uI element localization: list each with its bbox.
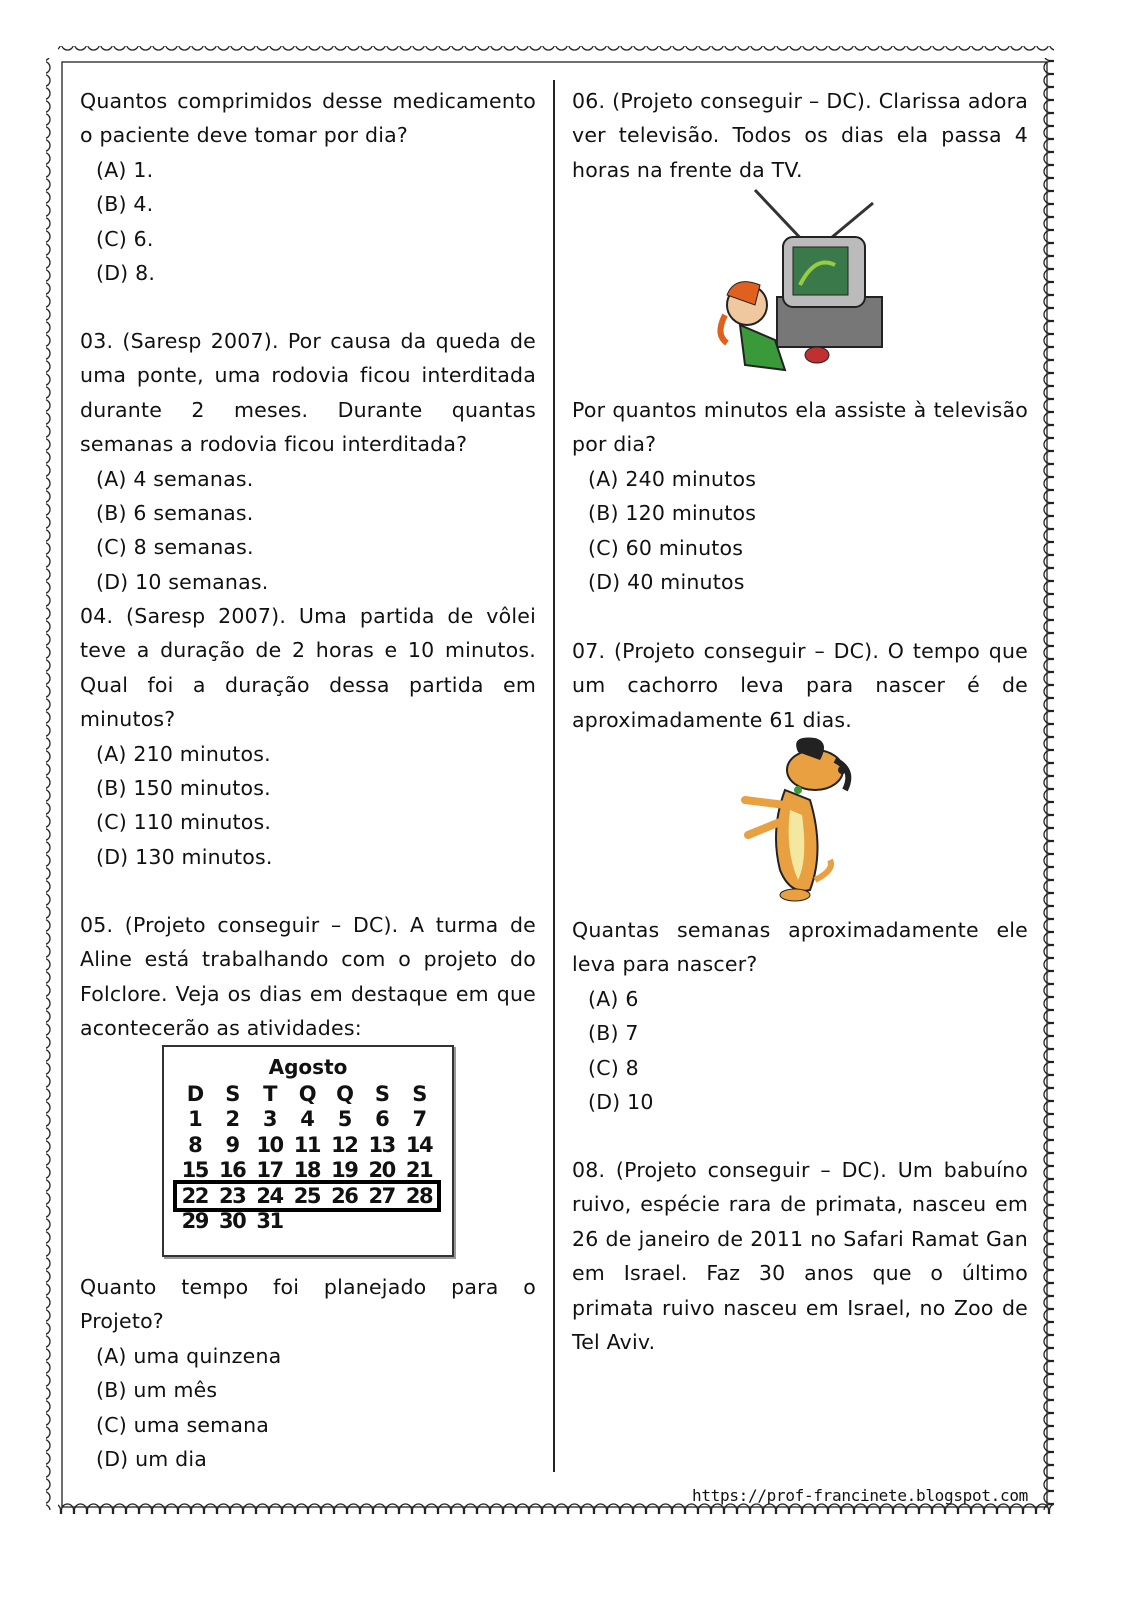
calendar-day: 22 <box>181 1183 208 1208</box>
calendar-day: 9 <box>225 1132 239 1157</box>
calendar-day: 31 <box>256 1209 283 1234</box>
option-d: (D) 130 minutos. <box>96 844 273 869</box>
question-text: 06. (Projeto conseguir – DC). Clarissa adora ver televisão. Todos os dias ela passa 4 horas na frente da TV. <box>572 89 1028 182</box>
option-d: (D) 8. <box>96 261 156 286</box>
weekday: Q <box>298 1081 316 1106</box>
calendar-week <box>176 1158 438 1184</box>
question-text: 05. (Projeto conseguir – DC). A turma de Aline está trabalhando com o projeto do Folclore. Veja os dias em destaque em que acontecerão as atividades: <box>80 913 536 1041</box>
question-05 <box>80 908 536 1046</box>
option-c: (C) 8 <box>588 1055 639 1080</box>
option-a: (A) 6 <box>588 986 639 1011</box>
calendar-day: 6 <box>375 1107 389 1132</box>
calendar-day: 8 <box>188 1132 202 1157</box>
calendar-day: 5 <box>337 1107 351 1132</box>
calendar-day: 10 <box>256 1132 283 1157</box>
calendar-day: 16 <box>218 1158 246 1183</box>
calendar-day: 15 <box>181 1158 208 1183</box>
question-06-prompt <box>572 393 1028 599</box>
option-b: (B) 7 <box>588 1021 639 1046</box>
option-a: (A) uma quinzena <box>96 1343 282 1368</box>
option-c: (C) 110 minutos. <box>96 810 272 835</box>
calendar-day: 18 <box>293 1158 320 1183</box>
calendar-day: 29 <box>181 1209 208 1234</box>
calendar-week <box>176 1132 438 1158</box>
question-08 <box>572 1153 1028 1359</box>
calendar-august <box>162 1045 454 1257</box>
question-06 <box>572 84 1028 187</box>
calendar-day: 1 <box>188 1107 202 1132</box>
option-d: (D) 40 minutos <box>588 570 745 595</box>
question-text: Por quantos minutos ela assiste à televisão por dia? <box>572 398 1028 457</box>
option-d: (D) 10 <box>588 1090 654 1115</box>
question-text: 07. (Projeto conseguir – DC). O tempo que um cachorro leva para nascer é de aproximadamente 61 dias. <box>572 639 1028 732</box>
calendar-day: 12 <box>331 1132 358 1157</box>
option-c: (C) uma semana <box>96 1412 270 1437</box>
option-b: (B) um mês <box>96 1378 218 1403</box>
question-text: Quanto tempo foi planejado para o Projeto? <box>80 1275 536 1334</box>
calendar-day: 21 <box>405 1158 433 1183</box>
option-a: (A) 1. <box>96 157 154 182</box>
option-c: (C) 60 minutos <box>588 535 744 560</box>
option-a: (A) 210 minutos. <box>96 741 271 766</box>
calendar-day: 4 <box>300 1107 314 1132</box>
weekday: S <box>374 1081 389 1106</box>
calendar-day: 28 <box>405 1183 433 1208</box>
weekday: S <box>225 1081 239 1106</box>
question-text: 04. (Saresp 2007). Uma partida de vôlei teve a duração de 2 horas e 10 minutos. Qual foi a duração dessa partida em minutos? <box>80 604 536 732</box>
calendar-day: 2 <box>225 1107 239 1132</box>
option-c: (C) 8 semanas. <box>96 535 254 560</box>
question-text: Quantos comprimidos desse medicamento o paciente deve tomar por dia? <box>80 89 536 148</box>
weekday: S <box>412 1081 426 1106</box>
calendar-day: 7 <box>412 1107 426 1132</box>
calendar-day: 25 <box>293 1183 320 1208</box>
calendar-day: 14 <box>405 1132 433 1157</box>
calendar-day: 23 <box>218 1183 246 1208</box>
calendar-month: Agosto <box>268 1055 348 1079</box>
column-divider <box>553 80 555 1472</box>
question-text: 08. (Projeto conseguir – DC). Um babuíno ruivo, espécie rara de primata, nasceu em 26 de janeiro de 2011 no Safari Ramat Gan em Israel. Faz 30 anos que o último primata ruivo nasceu em Israel, no Zoo de Tel Aviv. <box>572 1158 1028 1355</box>
calendar-day: 26 <box>331 1183 358 1208</box>
option-c: (C) 6. <box>96 226 154 251</box>
girl-watching-tv-illustration <box>705 185 890 385</box>
calendar-week <box>176 1209 438 1235</box>
option-b: (B) 120 minutos <box>588 501 757 526</box>
question-02-continuation <box>80 84 536 290</box>
calendar-day: 17 <box>256 1158 283 1183</box>
weekday: Q <box>336 1081 353 1106</box>
option-b: (B) 150 minutos. <box>96 776 271 801</box>
option-d: (D) um dia <box>96 1447 208 1472</box>
calendar-day: 3 <box>262 1107 277 1132</box>
option-b: (B) 6 semanas. <box>96 501 254 526</box>
calendar-day: 11 <box>293 1132 320 1157</box>
calendar-week <box>176 1107 438 1133</box>
calendar-day: 30 <box>218 1209 246 1234</box>
calendar-week-highlighted <box>176 1183 438 1209</box>
dog-illustration <box>730 730 860 905</box>
question-03 <box>80 324 536 599</box>
question-07-prompt <box>572 913 1028 1119</box>
question-07 <box>572 634 1028 737</box>
option-a: (A) 4 semanas. <box>96 466 254 491</box>
footer-url[interactable]: https://prof-francinete.blogspot.com <box>692 1486 1028 1505</box>
question-04 <box>80 599 536 874</box>
question-text: 03. (Saresp 2007). Por causa da queda de uma ponte, uma rodovia ficou interditada durante 2 meses. Durante quantas semanas a rodovia ficou interditada? <box>80 329 536 457</box>
weekday: D <box>186 1081 203 1106</box>
calendar-day: 13 <box>368 1132 395 1157</box>
question-text: Quantas semanas aproximadamente ele leva para nascer? <box>572 918 1028 977</box>
calendar-day: 19 <box>331 1158 358 1183</box>
calendar-day: 24 <box>256 1183 283 1208</box>
weekday: T <box>263 1081 276 1106</box>
calendar-day: 27 <box>368 1183 395 1208</box>
option-a: (A) 240 minutos <box>588 466 757 491</box>
calendar-weekdays <box>176 1081 438 1107</box>
option-b: (B) 4. <box>96 192 154 217</box>
option-d: (D) 10 semanas. <box>96 569 269 594</box>
calendar-day: 20 <box>368 1158 395 1183</box>
question-05-prompt <box>80 1270 536 1476</box>
